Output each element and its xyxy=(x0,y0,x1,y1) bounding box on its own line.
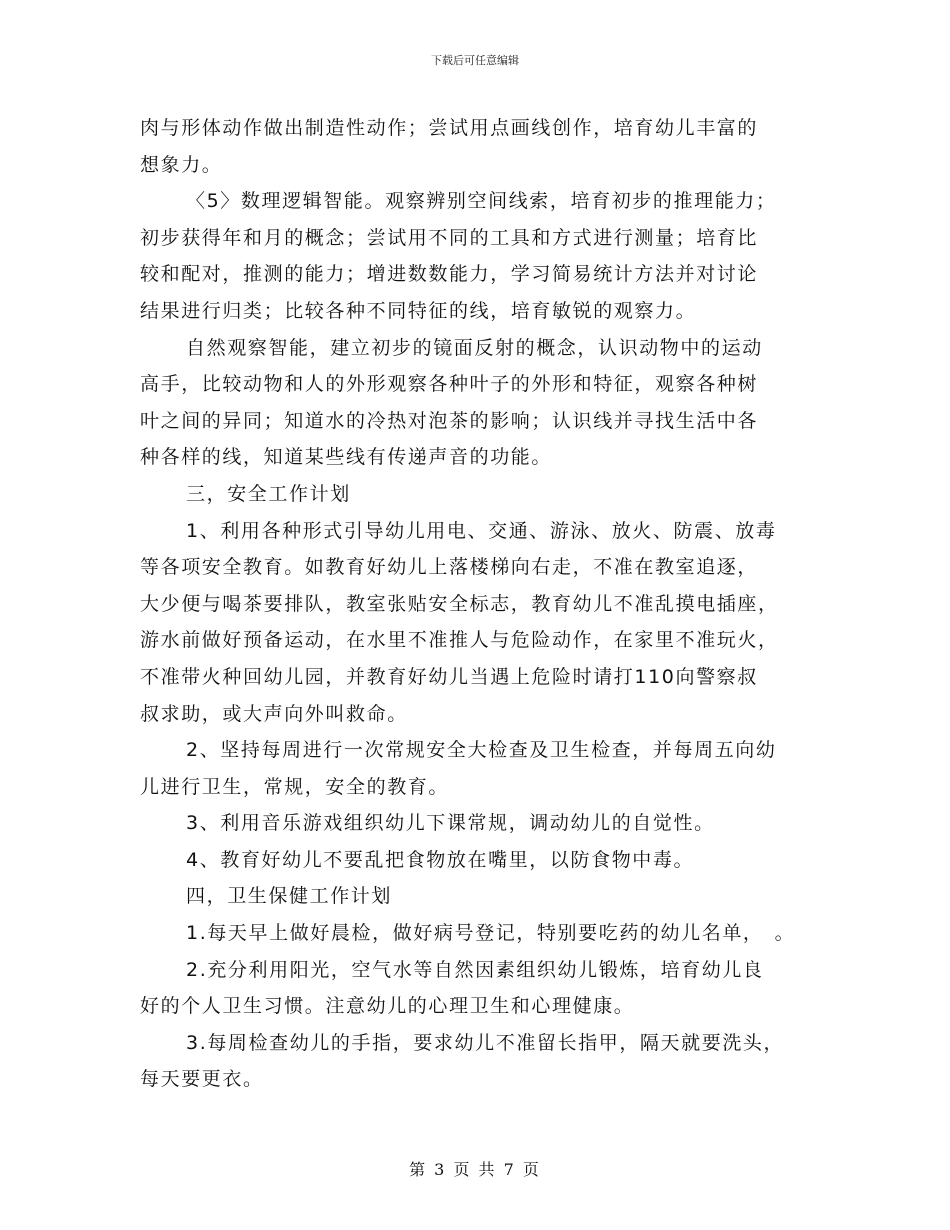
text-line: 每天要更衣。 xyxy=(140,1068,264,1091)
text-line: 2、坚持每周进行一次常规安全大检查及卫生检查，并每周五向幼 xyxy=(186,739,777,762)
page-footer: 第 3 页 共 7 页 xyxy=(409,1160,541,1179)
text-line: 叶之间的异同；知道水的冷热对泡茶的影响；认识线并寻找生活中各 xyxy=(140,409,759,432)
text-line: 叔求助，或大声向外叫救命。 xyxy=(140,702,408,725)
section-heading: 四，卫生保健工作计划 xyxy=(186,885,393,908)
text-line: 等各项安全教育。如教育好幼儿上落楼梯向右走，不准在教室追逐， xyxy=(140,556,759,579)
text-line: 不准带火种回幼儿园，并教育好幼儿当遇上危险时请打110向警察叔 xyxy=(140,665,758,688)
text-line: 高手，比较动物和人的外形观察各种叶子的外形和特征，观察各种树 xyxy=(140,373,759,396)
section-heading: 三，安全工作计划 xyxy=(186,482,351,505)
text-line: 游水前做好预备运动，在水里不准推人与危险动作，在家里不准玩火， xyxy=(140,629,779,652)
text-line: 儿进行卫生，常规，安全的教育。 xyxy=(140,775,450,798)
page-header: 下载后可任意编辑 xyxy=(431,54,519,67)
text-line: 4、教育好幼儿不要乱把食物放在嘴里，以防食物中毒。 xyxy=(186,848,695,871)
text-line: 大少便与喝茶要排队，教室张贴安全标志，教育幼儿不准乱摸电插座， xyxy=(140,592,779,615)
document-body xyxy=(140,110,820,1098)
text-line: 好的个人卫生习惯。注意幼儿的心理卫生和心理健康。 xyxy=(140,995,635,1018)
text-line: 较和配对，推测的能力；增进数数能力，学习简易统计方法并对讨论 xyxy=(140,263,759,286)
text-line: 自然观察智能，建立初步的镜面反射的概念，认识动物中的运动 xyxy=(186,336,763,359)
text-line: 想象力。 xyxy=(140,153,223,176)
text-line: 3、利用音乐游戏组织幼儿下课常规，调动幼儿的自觉性。 xyxy=(186,812,715,835)
text-line: 肉与形体动作做出制造性动作；尝试用点画线创作，培育幼儿丰富的 xyxy=(140,117,759,139)
text-line: 种各样的线，知道某些线有传递声音的功能。 xyxy=(140,446,553,469)
text-line: 初步获得年和月的概念；尝试用不同的工具和方式进行测量；培育比 xyxy=(140,226,759,249)
text-line: 1、利用各种形式引导幼儿用电、交通、游泳、放火、防震、放毒 xyxy=(186,519,777,542)
text-line: 1.每天早上做好晨检，做好病号登记，特别要吃药的幼儿名单， 。 xyxy=(186,922,796,945)
text-line: 3.每周检查幼儿的手指，要求幼儿不准留长指甲，隔天就要洗头， xyxy=(186,1031,785,1054)
text-line: 结果进行归类；比较各种不同特征的线，培育敏锐的观察力。 xyxy=(140,299,697,322)
text-line: 2.充分利用阳光，空气水等自然因素组织幼儿锻炼，培育幼儿良 xyxy=(186,958,764,981)
text-line: 〈5〉数理逻辑智能。观察辨别空间线索，培育初步的推理能力； xyxy=(186,190,777,213)
